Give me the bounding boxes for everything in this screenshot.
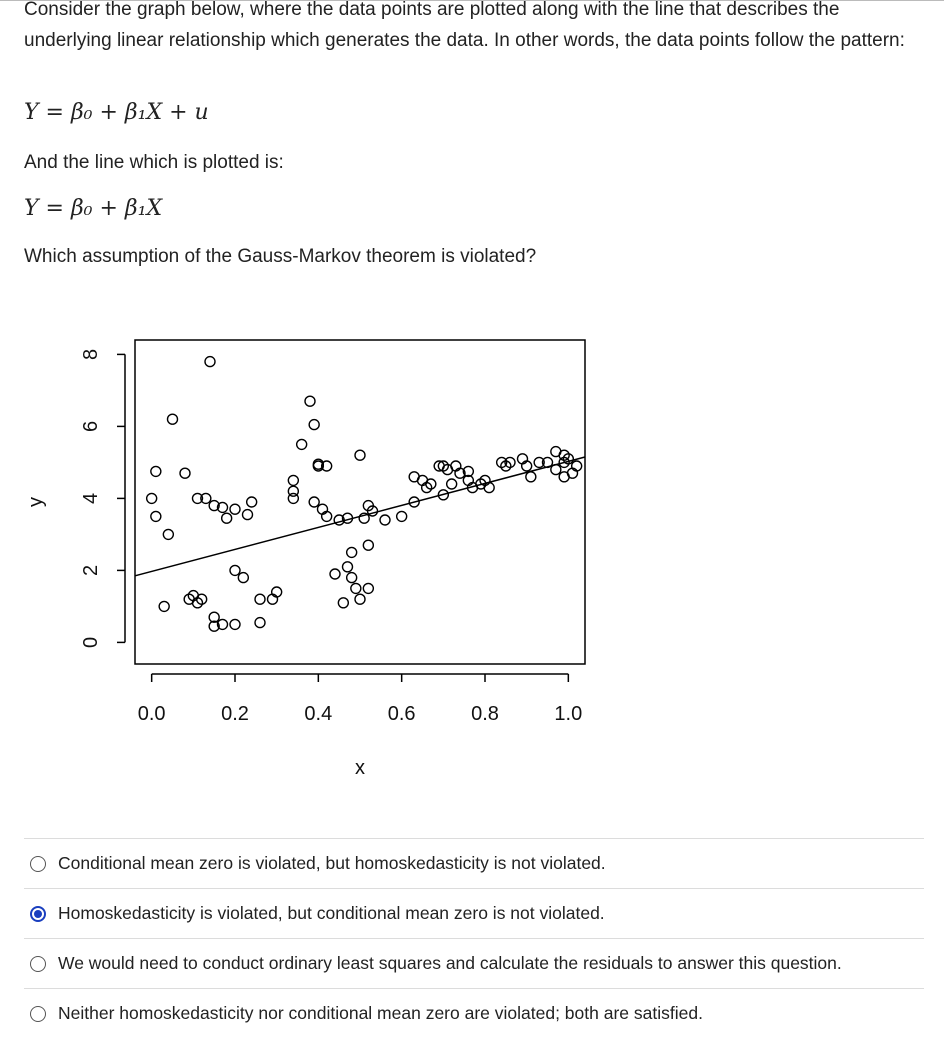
radio-button-3[interactable] [30, 956, 46, 972]
data-point [163, 529, 173, 539]
question-prompt: Which assumption of the Gauss-Markov theorem is violated? [24, 246, 537, 267]
data-point [288, 486, 298, 496]
answer-label-2: Homoskedasticity is violated, but conditional mean zero is not violated. [58, 903, 605, 923]
answer-option-1[interactable] [24, 838, 924, 888]
y-tick-label: 2 [80, 564, 102, 576]
data-point [551, 465, 561, 475]
y-tick-label: 0 [80, 636, 102, 648]
answer-options [24, 838, 924, 1038]
equation-line: Y = β₀ + β₁X [24, 196, 163, 221]
answer-label-4: Neither homoskedasticity nor conditional mean zero are violated; both are satisfied. [58, 1003, 703, 1023]
data-point [363, 583, 373, 593]
data-point [347, 547, 357, 557]
data-point [297, 439, 307, 449]
data-point [255, 618, 265, 628]
answer-label-1: Conditional mean zero is violated, but homoskedasticity is not violated. [58, 853, 606, 873]
x-tick-label: 0.0 [137, 703, 166, 725]
scatter-plot [0, 300, 944, 800]
data-point [309, 420, 319, 430]
data-point [151, 511, 161, 521]
data-point [230, 504, 240, 514]
x-axis-label: x [355, 757, 365, 779]
equation-with-error: Y = β₀ + β₁X + u [24, 100, 209, 125]
data-point [397, 511, 407, 521]
data-point [309, 497, 319, 507]
data-point [447, 479, 457, 489]
data-point [222, 513, 232, 523]
x-tick-label: 0.4 [304, 703, 333, 725]
data-point [255, 594, 265, 604]
y-axis-label: y [25, 497, 47, 507]
data-point [288, 475, 298, 485]
data-point [526, 472, 536, 482]
question-middle-text: And the line which is plotted is: [24, 152, 284, 173]
radio-button-2[interactable] [30, 906, 46, 922]
data-point [151, 466, 161, 476]
data-point [363, 540, 373, 550]
data-point [305, 396, 315, 406]
data-point [159, 601, 169, 611]
data-point [343, 562, 353, 572]
answer-option-4[interactable] [24, 988, 924, 1038]
data-point [330, 569, 340, 579]
data-point [230, 619, 240, 629]
data-point [168, 414, 178, 424]
data-point [380, 515, 390, 525]
data-point [338, 598, 348, 608]
data-point [238, 573, 248, 583]
data-point [351, 583, 361, 593]
data-point [247, 497, 257, 507]
y-tick-label: 4 [80, 492, 102, 504]
data-point [347, 573, 357, 583]
data-point [243, 510, 253, 520]
x-tick-label: 1.0 [554, 703, 583, 725]
y-tick-label: 8 [80, 348, 102, 360]
data-point [180, 468, 190, 478]
data-point [355, 450, 365, 460]
data-point [205, 357, 215, 367]
x-tick-label: 0.2 [221, 703, 249, 725]
answer-label-3: We would need to conduct ordinary least squares and calculate the residuals to answer this question. [58, 953, 842, 973]
data-point [230, 565, 240, 575]
x-tick-label: 0.8 [471, 703, 499, 725]
answer-option-2[interactable] [24, 888, 924, 938]
answer-option-3[interactable] [24, 938, 924, 988]
y-tick-label: 6 [80, 420, 102, 432]
data-point [147, 493, 157, 503]
radio-button-4[interactable] [30, 1006, 46, 1022]
question-intro: Consider the graph below, where the data points are plotted along with the line that describes the underlying linear relationship which generates the data. In other words, the data points follow the pattern: [24, 0, 905, 51]
radio-button-1[interactable] [30, 856, 46, 872]
x-tick-label: 0.6 [387, 703, 416, 725]
data-point [355, 594, 365, 604]
